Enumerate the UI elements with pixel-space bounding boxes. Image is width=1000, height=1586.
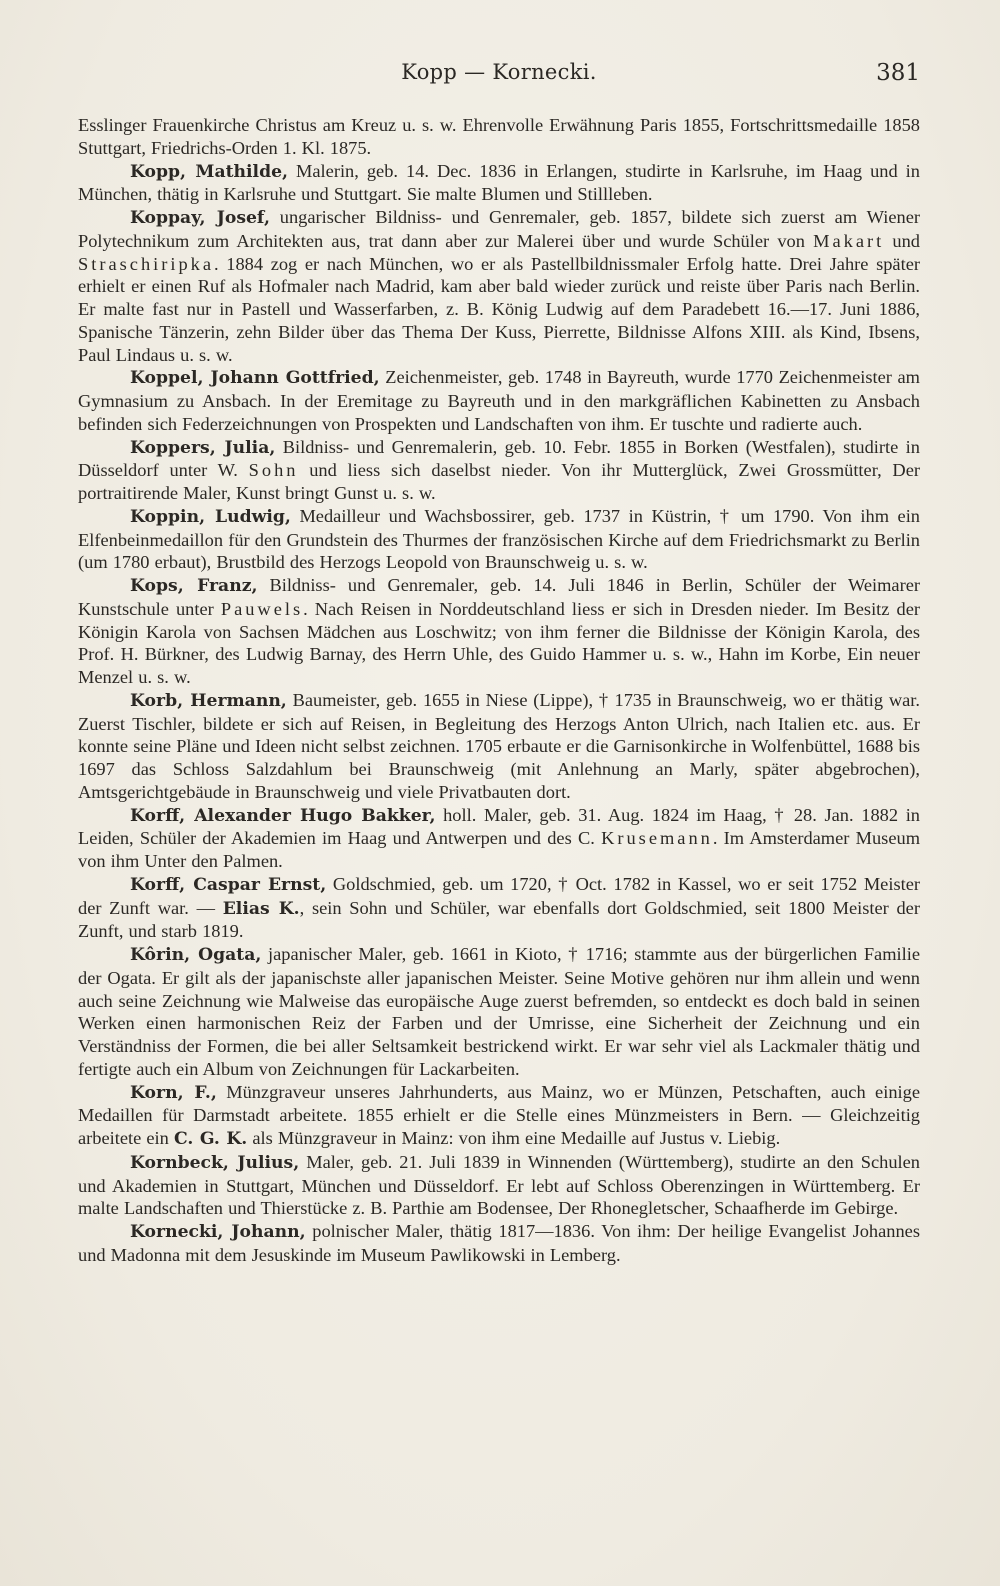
entry-text: ungarischer Bildniss- und Genremaler, geb. 1857, bildete sich zuerst am Wiener Polytechnikum zum Architekten aus, trat dann aber zur Malerei über und wurde Schüler von xyxy=(78,207,920,251)
entry-spaced-name: Straschiripka xyxy=(78,253,215,274)
entry-text: , sein Sohn und Schüler, war ebenfalls dort Goldschmied, seit 1800 Meister der Zunft, und starb 1819. xyxy=(78,897,920,942)
entry-headword: Kornecki, Johann, xyxy=(130,1222,306,1242)
entry-subheadword: C. G. K. xyxy=(173,1129,248,1149)
entry-text: polnischer Maler, thätig 1817—1836. Von ihm: Der heilige Evangelist Johannes und Madonna mit dem Jesuskinde im Museum Pawlikowski in Lemberg. xyxy=(78,1221,921,1265)
entry-korin-ogata xyxy=(78,943,920,1081)
entry-text: Münzgraveur unseres Jahrhunderts, aus Mainz, wo er Münzen, Petschaften, auch einige Medaillen für Darmstadt arbeitete. 1855 erhielt er die Stelle eines Münzmeisters in Bern. — Gleichzeitig arbeitete ein xyxy=(78,1081,920,1148)
entry-headword: Koppin, Ludwig, xyxy=(130,506,291,527)
entry-text: Malerin, geb. 14. Dec. 1836 in Erlangen, studirte in Karlsruhe, im Haag und in München, thätig in Karlsruhe und Stuttgart. Sie malte Blumen und Stillleben. xyxy=(78,160,920,205)
entry-headword: Korn, F., xyxy=(130,1082,217,1103)
entry-text: holl. Maler, geb. 31. Aug. 1824 im Haag, † 28. Jan. 1882 in Leiden, Schüler der Akademien im Haag und Antwerpen und des C. xyxy=(78,804,920,849)
entry-text: Maler, geb. 21. Juli 1839 in Winnenden (Württemberg), studirte an den Schulen und Akademien in Stuttgart, München und Düsseldorf. Er lebt auf Schloss Oberenzingen in Württemberg. Er malte Landschaften und Thierstücke z. B. Parthie am Bodensee, Der Rhonegletscher, Schaafherde im Gebirge. xyxy=(78,1151,920,1219)
entry-kopp-mathilde xyxy=(78,160,920,207)
entry-text: . Im Amsterdamer Museum von ihm Unter den Palmen. xyxy=(78,828,920,871)
entry-text: Bildniss- und Genremalerin, geb. 10. Febr. 1855 in Borken (Westfalen), studirte in Düsseldorf unter W. xyxy=(78,436,920,481)
entry-korn-f xyxy=(78,1081,920,1151)
entry-subheadword: Elias K. xyxy=(222,898,300,919)
entry-spaced-name: Pauwels xyxy=(220,598,304,619)
entry-kops-franz xyxy=(78,574,920,689)
entry-text: Baumeister, geb. 1655 in Niese (Lippe), † 1735 in Braunschweig, wo er thätig war. Zuerst Tischler, bildete er sich auf Reisen, in Begleitung des Herzogs Anton Ulrich, nach Italien etc. aus. Er konnte seine Pläne und Ideen nicht selbst zeichnen. 1705 erbaute er die Garnisonkirche in Wolfenbüttel, 1688 bis 1697 das Schloss Salzdahlum bei Braunschweig (mit Anlehnung an Marly, später abgebrochen), Amtsgerichtgebäude in Braunschweig und viele Privatbauten dort. xyxy=(78,689,921,802)
entry-koppers-julia xyxy=(78,436,920,505)
entry-koppay-josef xyxy=(78,206,920,366)
page-body xyxy=(78,114,920,1267)
entry-spaced-name: Sohn xyxy=(248,460,299,481)
entry-text: . 1884 zog er nach München, wo er als Pastellbildnissmaler Erfolg hatte. Drei Jahre später erhielt er einen Ruf als Hofmaler nach Madrid, kam aber bald wieder zurück und reiste über Paris nach Berlin. Er malte fast nur in Pastell und Wasserfarben, z. B. König Ludwig auf dem Paradebett 16.—17. Juni 1886, Spanische Tänzerin, zehn Bilder über das Thema Der Kuss, Pierrette, Bildnisse Alfons XIII. als Kind, Ibsens, Paul Lindaus u. s. w. xyxy=(78,253,920,365)
entry-headword: Koppel, Johann Gottfried, xyxy=(130,368,380,389)
entry-continuation xyxy=(78,114,920,160)
entry-headword: Kornbeck, Julius, xyxy=(130,1152,300,1173)
entry-text: . Nach Reisen in Norddeutschland liess er sich in Dresden nieder. Im Besitz der Königin Karola von Sachsen Mädchen aus Loschwitz; von ihm ferner die Bildnisse der Königin Karola, des Prof. H. Bürkner, des Ludwig Barnay, des Herrn Uhle, des Guido Hammer u. s. w., Hahn im Korbe, Ein neuer Menzel u. s. w. xyxy=(78,598,920,687)
entry-text: Zeichenmeister, geb. 1748 in Bayreuth, wurde 1770 Zeichenmeister am Gymnasium zu Ansbach. In der Eremitage zu Bayreuth und in den markgräflichen Kabinetten zu Ansbach befinden sich Federzeichnungen von Prospekten und Landschaften von ihm. Er tuschte und radierte auch. xyxy=(78,367,920,434)
page-header xyxy=(78,60,920,92)
entry-korff-alexander xyxy=(78,804,920,873)
entry-spaced-name: Makart xyxy=(813,230,885,251)
entry-headword: Kops, Franz, xyxy=(130,576,258,596)
entry-headword: Korff, Caspar Ernst, xyxy=(130,874,327,895)
entry-headword: Koppers, Julia, xyxy=(130,437,276,458)
entry-korff-caspar-ernst xyxy=(78,873,920,943)
entry-headword: Korb, Hermann, xyxy=(130,690,287,711)
entry-koppel-johann-gottfried xyxy=(78,366,920,435)
entry-headword: Korff, Alexander Hugo Bakker, xyxy=(130,805,436,826)
entry-headword: Kopp, Mathilde, xyxy=(130,161,289,182)
running-title: Kopp — Kornecki. xyxy=(401,60,597,84)
entry-koppin-ludwig xyxy=(78,505,920,574)
entry-text: und xyxy=(884,230,920,251)
entry-text: japanischer Maler, geb. 1661 in Kioto, † 1716; stammte aus der bürgerlichen Familie der Ogata. Er gilt als der japanischste aller japanischen Meister. Seine Motive gehören nur ihm allein und wenn auch seine Zeichnung wie Malweise das europäische Auge zuerst befremden, so entdeckt es doch bald in seinen Werken einen harmonischen Reiz der Farben und der Umrisse, eine Sicherheit der Zeichnung und ein Verständniss der Formen, die bei aller Seltsamkeit bestrickend wirkt. Er war sehr viel als Lackmaler thätig und fertigte auch ein Album von Zeichnungen für Lackarbeiten. xyxy=(78,944,921,1079)
page-number: 381 xyxy=(876,60,920,86)
entry-spaced-name: Krusemann xyxy=(601,828,713,849)
entry-text: als Münzgraveur in Mainz: von ihm eine Medaille auf Justus v. Liebig. xyxy=(247,1128,781,1148)
entry-kornecki-johann xyxy=(78,1220,920,1267)
entry-headword: Koppay, Josef, xyxy=(130,208,270,228)
entry-text: Goldschmied, geb. um 1720, † Oct. 1782 in Kassel, wo er seit 1752 Meister der Zunft war. — xyxy=(78,873,920,918)
entry-kornbeck-julius xyxy=(78,1151,920,1220)
entry-korb-hermann xyxy=(78,689,920,804)
entry-text: Medailleur und Wachsbossirer, geb. 1737 in Küstrin, † um 1790. Von ihm ein Elfenbeinmedaillon für den Grundstein des Thurmes der französischen Kirche auf dem Friedrichsmarkt zu Berlin (um 1780 erbaut), Brustbild des Herzogs Leopold von Braunschweig u. s. w. xyxy=(78,505,920,573)
entry-text: Esslinger Frauenkirche Christus am Kreuz u. s. w. Ehrenvolle Erwähnung Paris 1855, Fortschrittsmedaille 1858 Stuttgart, Friedrichs-Orden 1. Kl. 1875. xyxy=(78,115,920,158)
entry-headword: Kôrin, Ogata, xyxy=(130,945,262,965)
entry-text: Bildniss- und Genremaler, geb. 14. Juli 1846 in Berlin, Schüler der Weimarer Kunstschule unter xyxy=(78,575,920,619)
entry-text: und liess sich daselbst nieder. Von ihr Mutterglück, Zwei Grossmütter, Der portraitirende Maler, Kunst bringt Gunst u. s. w. xyxy=(78,460,920,503)
